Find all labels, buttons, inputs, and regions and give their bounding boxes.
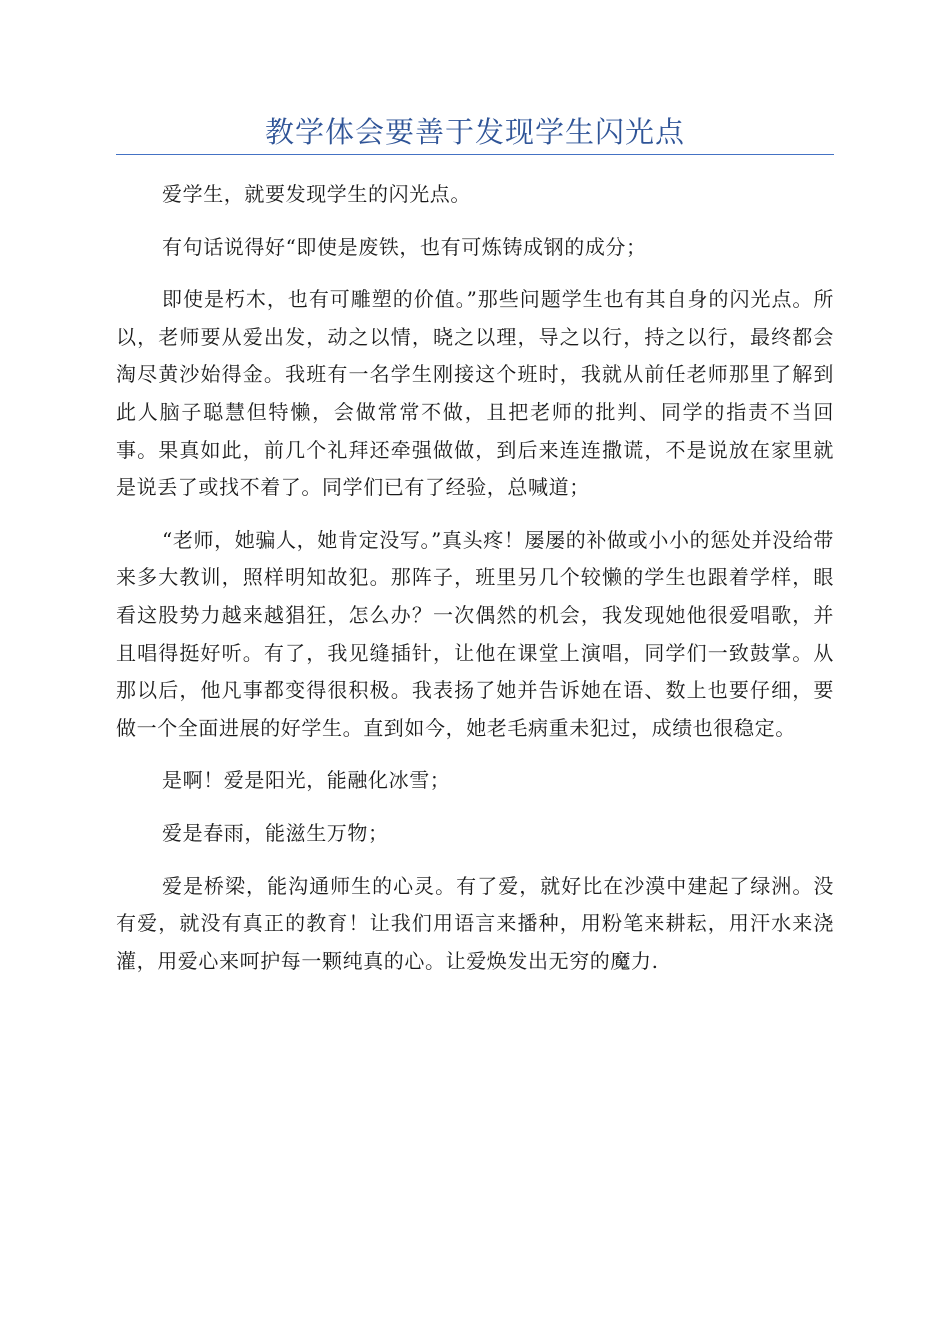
paragraph-6: 爱是春雨，能滋生万物； (162, 820, 389, 845)
paragraph-2: 有句话说得好“即使是废铁，也有可炼铸成钢的成分； (162, 234, 647, 259)
paragraph-4: “老师，她骗人，她肯定没写。”真头疼！屡屡的补做或小小的惩处并没给带来多大教训，照样明知故犯。那阵子，班里另几个较懒的学生也跟着学样，眼看这股势力越来越猖狂，怎么办？一次偶然的机会，我发现她他很爱唱歌，并且唱得挺好听。有了，我见缝插针，让他在课堂上演唱，同学们一致鼓掌。从那以后，他凡事都变得很积极。我表扬了她并告诉她在语、数上也要仔细，要做一个全面进展的好学生。直到如今，她老毛病重未犯过，成绩也很稳定。 (116, 527, 834, 740)
document-body (116, 176, 834, 980)
paragraph-5: 是啊！爱是阳光，能融化冰雪； (162, 768, 451, 793)
paragraph-1: 爱学生，就要发现学生的闪光点。 (162, 182, 471, 206)
paragraph-3: 即使是朽木，也有可雕塑的价值。”那些问题学生也有其自身的闪光点。所以，老师要从爱出发，动之以情，晓之以理，导之以行，持之以行，最终都会淘尽黄沙始得金。我班有一名学生刚接这个班时，我就从前任老师那里了解到此人脑子聪慧但特懒，会做常常不做，且把老师的批判、同学的指责不当回事。果真如此，前几个礼拜还牵强做做，到后来连连撒谎，不是说放在家里就是说丢了或找不着了。同学们已有了经验，总喊道； (116, 287, 834, 500)
paragraph-7: 爱是桥梁，能沟通师生的心灵。有了爱，就好比在沙漠中建起了绿洲。没有爱，就没有真正的教育！让我们用语言来播种，用粉笔来耕耘，用汗水来浇灌，用爱心来呵护每一颗纯真的心。让爱焕发出无穷的魔力. (116, 873, 834, 973)
title-underline (116, 154, 834, 155)
document-title: 教学体会要善于发现学生闪光点 (264, 115, 685, 149)
